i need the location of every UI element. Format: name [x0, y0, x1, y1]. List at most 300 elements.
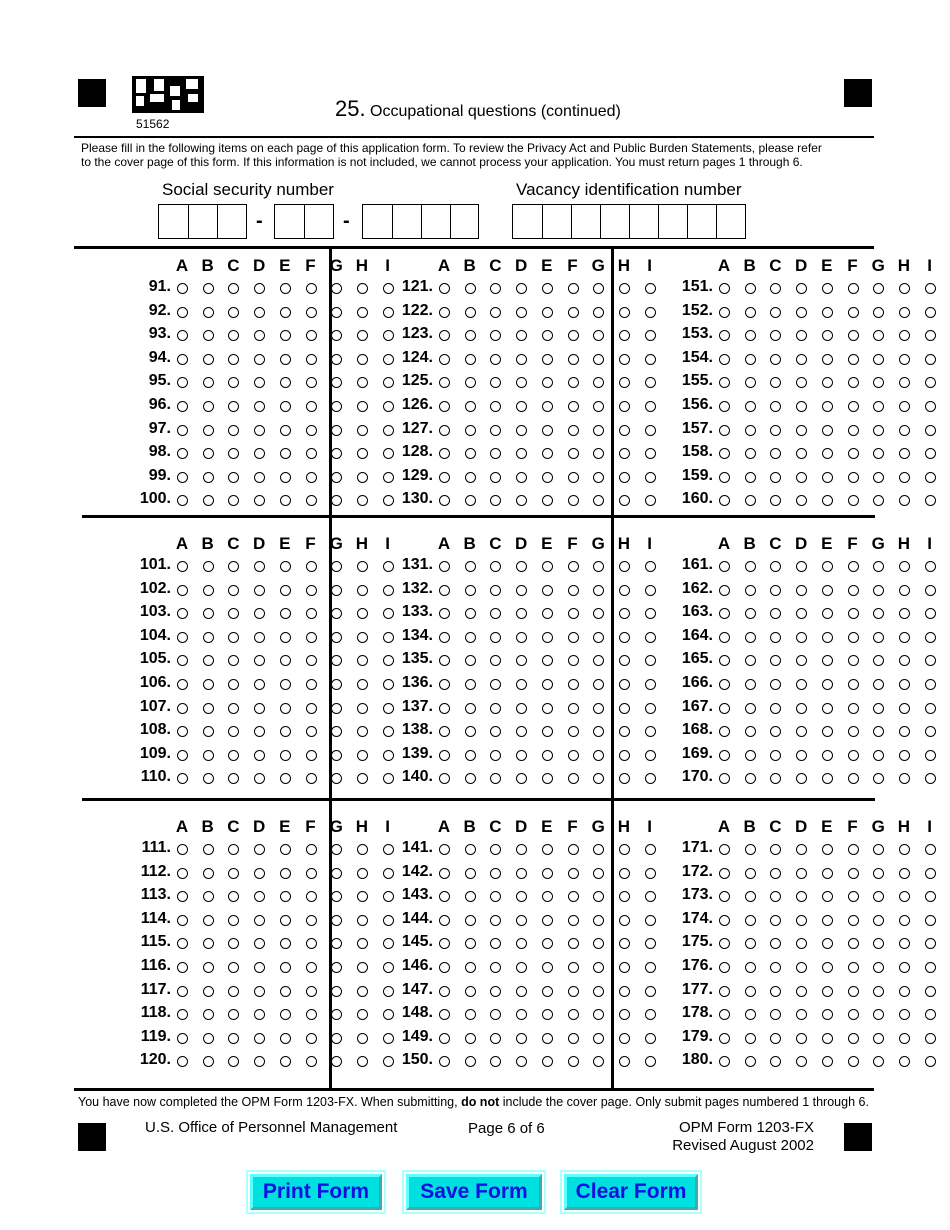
answer-bubble-f[interactable]	[306, 703, 317, 714]
answer-bubble-f[interactable]	[306, 495, 317, 506]
answer-bubble-c[interactable]	[490, 561, 501, 572]
answer-bubble-e[interactable]	[822, 495, 833, 506]
answer-bubble-d[interactable]	[254, 354, 265, 365]
answer-bubble-f[interactable]	[568, 377, 579, 388]
answer-bubble-c[interactable]	[228, 608, 239, 619]
answer-bubble-a[interactable]	[439, 495, 450, 506]
answer-bubble-a[interactable]	[177, 703, 188, 714]
answer-bubble-a[interactable]	[719, 986, 730, 997]
answer-bubble-f[interactable]	[568, 495, 579, 506]
answer-bubble-a[interactable]	[177, 632, 188, 643]
answer-bubble-a[interactable]	[177, 330, 188, 341]
answer-bubble-f[interactable]	[848, 425, 859, 436]
answer-bubble-b[interactable]	[745, 986, 756, 997]
answer-bubble-a[interactable]	[439, 679, 450, 690]
answer-bubble-b[interactable]	[745, 962, 756, 973]
answer-bubble-d[interactable]	[796, 703, 807, 714]
vacancy-id-field[interactable]	[512, 204, 746, 239]
answer-bubble-c[interactable]	[228, 1056, 239, 1067]
answer-bubble-f[interactable]	[306, 283, 317, 294]
answer-bubble-d[interactable]	[254, 283, 265, 294]
answer-bubble-e[interactable]	[280, 608, 291, 619]
answer-bubble-e[interactable]	[280, 561, 291, 572]
answer-bubble-d[interactable]	[516, 1056, 527, 1067]
answer-bubble-b[interactable]	[745, 1056, 756, 1067]
answer-bubble-b[interactable]	[465, 307, 476, 318]
answer-bubble-b[interactable]	[203, 868, 214, 879]
answer-bubble-c[interactable]	[490, 844, 501, 855]
answer-bubble-f[interactable]	[848, 679, 859, 690]
answer-bubble-e[interactable]	[822, 425, 833, 436]
answer-bubble-i[interactable]	[925, 962, 936, 973]
answer-bubble-b[interactable]	[465, 608, 476, 619]
answer-bubble-a[interactable]	[177, 307, 188, 318]
answer-bubble-g[interactable]	[873, 938, 884, 949]
answer-bubble-a[interactable]	[719, 915, 730, 926]
answer-bubble-i[interactable]	[925, 472, 936, 483]
answer-bubble-a[interactable]	[439, 608, 450, 619]
answer-bubble-a[interactable]	[177, 401, 188, 412]
answer-bubble-f[interactable]	[568, 1009, 579, 1020]
answer-bubble-c[interactable]	[490, 750, 501, 761]
answer-bubble-e[interactable]	[822, 330, 833, 341]
answer-bubble-d[interactable]	[254, 726, 265, 737]
answer-bubble-f[interactable]	[568, 585, 579, 596]
answer-bubble-c[interactable]	[490, 283, 501, 294]
answer-bubble-b[interactable]	[465, 354, 476, 365]
answer-bubble-c[interactable]	[490, 608, 501, 619]
answer-bubble-c[interactable]	[228, 844, 239, 855]
answer-bubble-b[interactable]	[745, 283, 756, 294]
answer-bubble-c[interactable]	[228, 655, 239, 666]
answer-bubble-f[interactable]	[306, 330, 317, 341]
answer-bubble-d[interactable]	[796, 891, 807, 902]
answer-bubble-d[interactable]	[254, 868, 265, 879]
answer-bubble-g[interactable]	[873, 773, 884, 784]
answer-bubble-a[interactable]	[439, 472, 450, 483]
answer-bubble-b[interactable]	[203, 703, 214, 714]
answer-bubble-e[interactable]	[822, 938, 833, 949]
answer-bubble-a[interactable]	[719, 608, 730, 619]
answer-bubble-b[interactable]	[465, 750, 476, 761]
answer-bubble-a[interactable]	[719, 448, 730, 459]
answer-bubble-f[interactable]	[306, 472, 317, 483]
answer-bubble-b[interactable]	[465, 585, 476, 596]
answer-bubble-e[interactable]	[542, 585, 553, 596]
answer-bubble-b[interactable]	[203, 773, 214, 784]
answer-bubble-f[interactable]	[306, 1056, 317, 1067]
answer-bubble-b[interactable]	[745, 679, 756, 690]
answer-bubble-f[interactable]	[568, 726, 579, 737]
answer-bubble-d[interactable]	[254, 585, 265, 596]
answer-bubble-a[interactable]	[177, 1009, 188, 1020]
answer-bubble-b[interactable]	[745, 938, 756, 949]
answer-bubble-c[interactable]	[490, 703, 501, 714]
answer-bubble-a[interactable]	[177, 750, 188, 761]
answer-bubble-d[interactable]	[254, 425, 265, 436]
answer-bubble-a[interactable]	[177, 585, 188, 596]
answer-bubble-d[interactable]	[254, 891, 265, 902]
answer-bubble-f[interactable]	[306, 632, 317, 643]
answer-bubble-f[interactable]	[568, 891, 579, 902]
answer-bubble-a[interactable]	[177, 1033, 188, 1044]
answer-bubble-h[interactable]	[899, 1056, 910, 1067]
answer-bubble-g[interactable]	[873, 608, 884, 619]
ssn-field-part-1[interactable]	[158, 204, 247, 239]
answer-bubble-e[interactable]	[822, 472, 833, 483]
answer-bubble-a[interactable]	[719, 750, 730, 761]
answer-bubble-i[interactable]	[925, 1009, 936, 1020]
answer-bubble-e[interactable]	[280, 401, 291, 412]
answer-bubble-f[interactable]	[848, 495, 859, 506]
answer-bubble-e[interactable]	[822, 1033, 833, 1044]
answer-bubble-e[interactable]	[822, 844, 833, 855]
answer-bubble-b[interactable]	[745, 495, 756, 506]
answer-bubble-a[interactable]	[439, 938, 450, 949]
answer-bubble-b[interactable]	[465, 844, 476, 855]
answer-bubble-g[interactable]	[873, 844, 884, 855]
answer-bubble-i[interactable]	[925, 938, 936, 949]
answer-bubble-f[interactable]	[568, 938, 579, 949]
answer-bubble-h[interactable]	[899, 401, 910, 412]
answer-bubble-c[interactable]	[228, 868, 239, 879]
answer-bubble-g[interactable]	[873, 655, 884, 666]
answer-bubble-i[interactable]	[925, 868, 936, 879]
answer-bubble-f[interactable]	[848, 1009, 859, 1020]
answer-bubble-c[interactable]	[228, 401, 239, 412]
answer-bubble-e[interactable]	[280, 962, 291, 973]
answer-bubble-f[interactable]	[848, 448, 859, 459]
answer-bubble-h[interactable]	[899, 915, 910, 926]
answer-bubble-a[interactable]	[439, 703, 450, 714]
answer-bubble-d[interactable]	[516, 448, 527, 459]
answer-bubble-i[interactable]	[925, 726, 936, 737]
answer-bubble-d[interactable]	[516, 401, 527, 412]
answer-bubble-h[interactable]	[899, 495, 910, 506]
answer-bubble-e[interactable]	[280, 1033, 291, 1044]
answer-bubble-a[interactable]	[177, 868, 188, 879]
answer-bubble-a[interactable]	[177, 891, 188, 902]
answer-bubble-h[interactable]	[899, 330, 910, 341]
answer-bubble-a[interactable]	[177, 561, 188, 572]
answer-bubble-c[interactable]	[490, 448, 501, 459]
answer-bubble-f[interactable]	[568, 750, 579, 761]
answer-bubble-b[interactable]	[203, 1009, 214, 1020]
answer-bubble-f[interactable]	[568, 703, 579, 714]
answer-bubble-c[interactable]	[228, 495, 239, 506]
answer-bubble-e[interactable]	[280, 495, 291, 506]
answer-bubble-e[interactable]	[542, 1033, 553, 1044]
answer-bubble-a[interactable]	[719, 377, 730, 388]
answer-bubble-d[interactable]	[796, 401, 807, 412]
answer-bubble-c[interactable]	[770, 608, 781, 619]
answer-bubble-a[interactable]	[177, 495, 188, 506]
answer-bubble-e[interactable]	[542, 773, 553, 784]
answer-bubble-h[interactable]	[899, 307, 910, 318]
answer-bubble-f[interactable]	[306, 585, 317, 596]
answer-bubble-d[interactable]	[516, 585, 527, 596]
answer-bubble-c[interactable]	[228, 632, 239, 643]
answer-bubble-e[interactable]	[822, 891, 833, 902]
answer-bubble-d[interactable]	[254, 938, 265, 949]
answer-bubble-d[interactable]	[796, 425, 807, 436]
answer-bubble-f[interactable]	[568, 448, 579, 459]
answer-bubble-e[interactable]	[280, 891, 291, 902]
answer-bubble-d[interactable]	[796, 561, 807, 572]
answer-bubble-b[interactable]	[745, 773, 756, 784]
answer-bubble-c[interactable]	[490, 773, 501, 784]
answer-bubble-c[interactable]	[490, 472, 501, 483]
answer-bubble-d[interactable]	[796, 726, 807, 737]
answer-bubble-d[interactable]	[254, 915, 265, 926]
answer-bubble-i[interactable]	[925, 844, 936, 855]
answer-bubble-a[interactable]	[439, 330, 450, 341]
ssn-field-part-2[interactable]	[274, 204, 334, 239]
answer-bubble-b[interactable]	[745, 703, 756, 714]
answer-bubble-a[interactable]	[719, 495, 730, 506]
answer-bubble-e[interactable]	[822, 986, 833, 997]
answer-bubble-c[interactable]	[770, 655, 781, 666]
answer-bubble-b[interactable]	[745, 868, 756, 879]
answer-bubble-f[interactable]	[848, 915, 859, 926]
answer-bubble-e[interactable]	[280, 585, 291, 596]
answer-bubble-c[interactable]	[770, 632, 781, 643]
answer-bubble-c[interactable]	[490, 868, 501, 879]
answer-bubble-f[interactable]	[848, 632, 859, 643]
answer-bubble-a[interactable]	[177, 1056, 188, 1067]
answer-bubble-f[interactable]	[848, 703, 859, 714]
answer-bubble-f[interactable]	[306, 401, 317, 412]
answer-bubble-a[interactable]	[177, 608, 188, 619]
answer-bubble-h[interactable]	[899, 632, 910, 643]
answer-bubble-e[interactable]	[542, 377, 553, 388]
answer-bubble-d[interactable]	[254, 448, 265, 459]
answer-bubble-i[interactable]	[925, 448, 936, 459]
answer-bubble-f[interactable]	[306, 354, 317, 365]
answer-bubble-a[interactable]	[439, 986, 450, 997]
answer-bubble-b[interactable]	[465, 401, 476, 412]
answer-bubble-f[interactable]	[848, 401, 859, 412]
answer-bubble-b[interactable]	[465, 655, 476, 666]
answer-bubble-b[interactable]	[203, 448, 214, 459]
answer-bubble-a[interactable]	[439, 844, 450, 855]
answer-bubble-i[interactable]	[925, 1033, 936, 1044]
answer-bubble-a[interactable]	[177, 283, 188, 294]
answer-bubble-d[interactable]	[254, 750, 265, 761]
answer-bubble-f[interactable]	[568, 986, 579, 997]
answer-bubble-g[interactable]	[873, 401, 884, 412]
answer-bubble-e[interactable]	[280, 1056, 291, 1067]
answer-bubble-d[interactable]	[796, 915, 807, 926]
answer-bubble-b[interactable]	[465, 1056, 476, 1067]
answer-bubble-d[interactable]	[516, 1033, 527, 1044]
answer-bubble-c[interactable]	[228, 472, 239, 483]
answer-bubble-a[interactable]	[719, 938, 730, 949]
answer-bubble-i[interactable]	[925, 495, 936, 506]
answer-bubble-i[interactable]	[925, 354, 936, 365]
answer-bubble-g[interactable]	[873, 1009, 884, 1020]
answer-bubble-e[interactable]	[822, 750, 833, 761]
answer-bubble-b[interactable]	[203, 307, 214, 318]
answer-bubble-a[interactable]	[439, 962, 450, 973]
answer-bubble-b[interactable]	[203, 608, 214, 619]
answer-bubble-a[interactable]	[719, 703, 730, 714]
answer-bubble-c[interactable]	[490, 495, 501, 506]
answer-bubble-h[interactable]	[899, 655, 910, 666]
answer-bubble-b[interactable]	[203, 962, 214, 973]
answer-bubble-h[interactable]	[899, 750, 910, 761]
answer-bubble-f[interactable]	[568, 561, 579, 572]
answer-bubble-c[interactable]	[228, 425, 239, 436]
answer-bubble-c[interactable]	[770, 283, 781, 294]
answer-bubble-c[interactable]	[770, 938, 781, 949]
answer-bubble-g[interactable]	[873, 354, 884, 365]
answer-bubble-e[interactable]	[280, 1009, 291, 1020]
answer-bubble-d[interactable]	[796, 773, 807, 784]
answer-bubble-d[interactable]	[516, 773, 527, 784]
answer-bubble-a[interactable]	[719, 962, 730, 973]
answer-bubble-e[interactable]	[822, 561, 833, 572]
answer-bubble-b[interactable]	[203, 401, 214, 412]
answer-bubble-i[interactable]	[925, 401, 936, 412]
answer-bubble-i[interactable]	[925, 425, 936, 436]
answer-bubble-i[interactable]	[925, 283, 936, 294]
answer-bubble-e[interactable]	[280, 330, 291, 341]
answer-bubble-d[interactable]	[796, 868, 807, 879]
answer-bubble-d[interactable]	[796, 962, 807, 973]
answer-bubble-c[interactable]	[490, 1009, 501, 1020]
answer-bubble-e[interactable]	[542, 354, 553, 365]
answer-bubble-b[interactable]	[203, 330, 214, 341]
answer-bubble-f[interactable]	[306, 726, 317, 737]
answer-bubble-e[interactable]	[542, 1009, 553, 1020]
answer-bubble-e[interactable]	[822, 703, 833, 714]
answer-bubble-c[interactable]	[770, 1056, 781, 1067]
answer-bubble-b[interactable]	[203, 915, 214, 926]
answer-bubble-c[interactable]	[770, 844, 781, 855]
answer-bubble-d[interactable]	[796, 495, 807, 506]
answer-bubble-e[interactable]	[542, 608, 553, 619]
answer-bubble-e[interactable]	[822, 773, 833, 784]
answer-bubble-b[interactable]	[203, 472, 214, 483]
answer-bubble-g[interactable]	[873, 1056, 884, 1067]
answer-bubble-c[interactable]	[490, 401, 501, 412]
answer-bubble-b[interactable]	[465, 561, 476, 572]
answer-bubble-c[interactable]	[228, 561, 239, 572]
answer-bubble-c[interactable]	[228, 679, 239, 690]
answer-bubble-c[interactable]	[490, 938, 501, 949]
answer-bubble-g[interactable]	[873, 962, 884, 973]
answer-bubble-b[interactable]	[745, 377, 756, 388]
answer-bubble-b[interactable]	[745, 401, 756, 412]
answer-bubble-c[interactable]	[490, 330, 501, 341]
answer-bubble-b[interactable]	[203, 354, 214, 365]
answer-bubble-h[interactable]	[899, 377, 910, 388]
answer-bubble-e[interactable]	[542, 561, 553, 572]
answer-bubble-d[interactable]	[254, 608, 265, 619]
answer-bubble-f[interactable]	[306, 938, 317, 949]
answer-bubble-h[interactable]	[899, 472, 910, 483]
answer-bubble-f[interactable]	[568, 962, 579, 973]
answer-bubble-e[interactable]	[280, 703, 291, 714]
answer-bubble-a[interactable]	[439, 401, 450, 412]
answer-bubble-d[interactable]	[254, 679, 265, 690]
answer-bubble-h[interactable]	[899, 585, 910, 596]
answer-bubble-e[interactable]	[280, 448, 291, 459]
answer-bubble-f[interactable]	[306, 915, 317, 926]
answer-bubble-b[interactable]	[745, 561, 756, 572]
answer-bubble-b[interactable]	[745, 585, 756, 596]
answer-bubble-d[interactable]	[254, 561, 265, 572]
answer-bubble-b[interactable]	[203, 750, 214, 761]
answer-bubble-b[interactable]	[465, 377, 476, 388]
answer-bubble-c[interactable]	[770, 495, 781, 506]
answer-bubble-e[interactable]	[822, 868, 833, 879]
answer-bubble-a[interactable]	[177, 844, 188, 855]
answer-bubble-f[interactable]	[568, 401, 579, 412]
answer-bubble-c[interactable]	[228, 915, 239, 926]
answer-bubble-d[interactable]	[796, 679, 807, 690]
answer-bubble-f[interactable]	[306, 868, 317, 879]
answer-bubble-e[interactable]	[822, 608, 833, 619]
answer-bubble-h[interactable]	[899, 868, 910, 879]
answer-bubble-f[interactable]	[306, 844, 317, 855]
answer-bubble-b[interactable]	[203, 844, 214, 855]
answer-bubble-a[interactable]	[439, 354, 450, 365]
answer-bubble-b[interactable]	[745, 1033, 756, 1044]
answer-bubble-i[interactable]	[925, 307, 936, 318]
answer-bubble-e[interactable]	[280, 750, 291, 761]
answer-bubble-i[interactable]	[925, 986, 936, 997]
answer-bubble-a[interactable]	[439, 891, 450, 902]
answer-bubble-a[interactable]	[439, 750, 450, 761]
answer-bubble-h[interactable]	[899, 448, 910, 459]
answer-bubble-d[interactable]	[796, 330, 807, 341]
answer-bubble-d[interactable]	[796, 283, 807, 294]
answer-bubble-b[interactable]	[745, 726, 756, 737]
answer-bubble-g[interactable]	[873, 915, 884, 926]
answer-bubble-e[interactable]	[822, 632, 833, 643]
answer-bubble-b[interactable]	[203, 891, 214, 902]
answer-bubble-f[interactable]	[568, 608, 579, 619]
answer-bubble-e[interactable]	[280, 425, 291, 436]
answer-bubble-f[interactable]	[568, 655, 579, 666]
answer-bubble-b[interactable]	[745, 750, 756, 761]
answer-bubble-b[interactable]	[203, 655, 214, 666]
answer-bubble-b[interactable]	[745, 472, 756, 483]
answer-bubble-g[interactable]	[873, 377, 884, 388]
answer-bubble-e[interactable]	[542, 868, 553, 879]
answer-bubble-d[interactable]	[516, 425, 527, 436]
answer-bubble-c[interactable]	[770, 962, 781, 973]
answer-bubble-a[interactable]	[719, 330, 730, 341]
answer-bubble-g[interactable]	[873, 330, 884, 341]
answer-bubble-a[interactable]	[439, 307, 450, 318]
answer-bubble-d[interactable]	[796, 1033, 807, 1044]
answer-bubble-c[interactable]	[490, 986, 501, 997]
answer-bubble-g[interactable]	[873, 679, 884, 690]
answer-bubble-i[interactable]	[925, 1056, 936, 1067]
answer-bubble-e[interactable]	[822, 283, 833, 294]
answer-bubble-e[interactable]	[542, 330, 553, 341]
answer-bubble-e[interactable]	[822, 679, 833, 690]
answer-bubble-c[interactable]	[228, 938, 239, 949]
answer-bubble-h[interactable]	[899, 1033, 910, 1044]
answer-bubble-f[interactable]	[306, 377, 317, 388]
answer-bubble-a[interactable]	[439, 915, 450, 926]
clear-form-button[interactable]: Clear Form	[564, 1174, 698, 1210]
answer-bubble-a[interactable]	[719, 655, 730, 666]
